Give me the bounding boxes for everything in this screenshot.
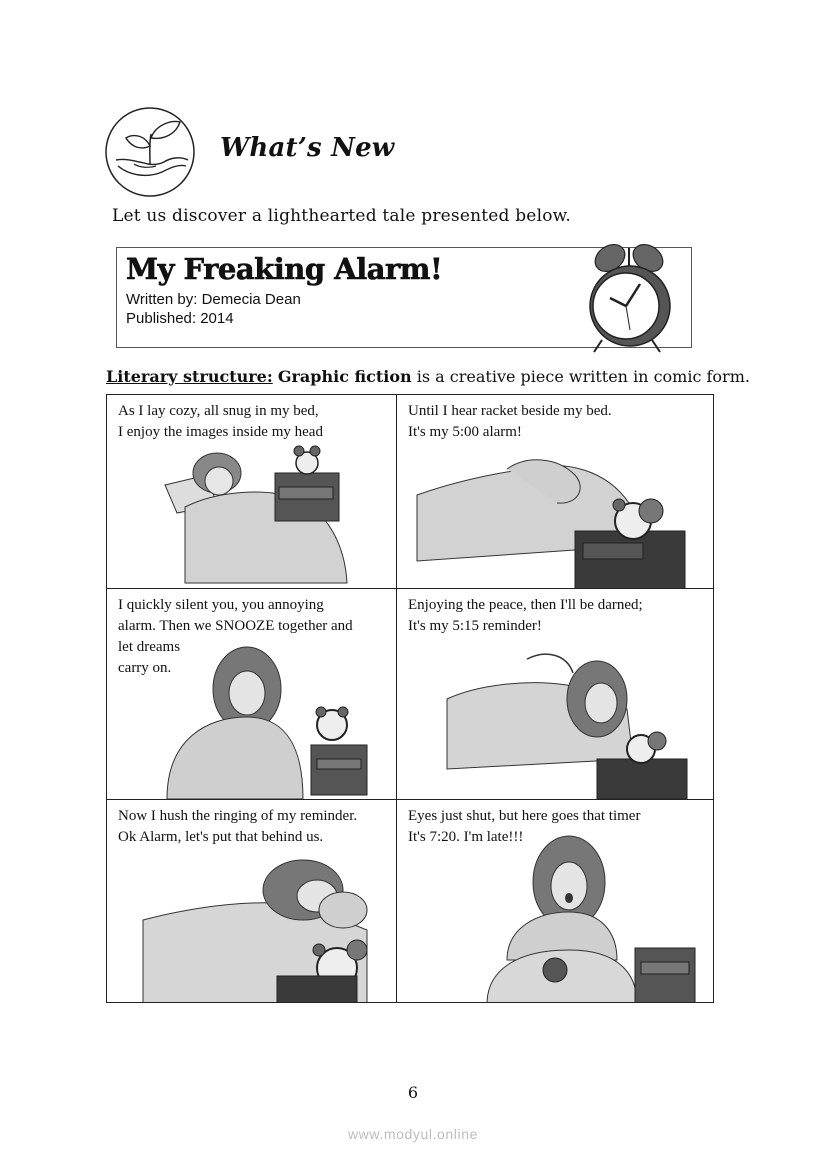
literary-structure-label: Literary structure: <box>106 367 273 386</box>
watermark: www.modyul.online <box>347 1126 479 1142</box>
comic-panel-2 <box>397 395 713 589</box>
comic-panel-3 <box>107 589 397 800</box>
panel-caption: Eyes just shut, but here goes that timer It's 7:20. I'm late!!! <box>408 808 641 845</box>
girl-snoozing-alarm-illustration <box>107 589 397 800</box>
literary-structure-term: Graphic fiction <box>277 367 412 386</box>
section-heading: What’s New <box>220 133 395 163</box>
literary-structure-line <box>106 367 750 386</box>
literary-structure-description: is a creative piece written in comic form. <box>411 367 750 386</box>
girl-late-illustration <box>397 800 713 1002</box>
panel-caption: As I lay cozy, all snug in my bed, I enjoy the images inside my head <box>118 403 323 440</box>
panel-caption: Until I hear racket beside my bed. It's my 5:00 alarm! <box>408 403 612 440</box>
story-author: Written by: Demecia Dean <box>126 291 301 308</box>
comic-panel-6 <box>397 800 713 1002</box>
page-number: 6 <box>407 1083 419 1102</box>
intro-text: Let us discover a lighthearted tale presented below. <box>112 206 571 226</box>
comic-panel-1 <box>107 395 397 589</box>
seedling-in-hand-icon <box>104 106 196 198</box>
alarm-clock-icon <box>580 236 676 356</box>
girl-hushing-alarm-illustration <box>107 800 397 1002</box>
panel-caption: Now I hush the ringing of my reminder. Ok Alarm, let's put that behind us. <box>118 808 358 845</box>
story-title: My Freaking Alarm! <box>126 252 443 286</box>
girl-sleeping-illustration <box>107 395 397 589</box>
alarm-ringing-illustration <box>397 395 713 589</box>
comic-panel-5 <box>107 800 397 1002</box>
panel-caption: Enjoying the peace, then I'll be darned; It's my 5:15 reminder! <box>408 597 643 634</box>
comic-panel-4 <box>397 589 713 800</box>
story-published: Published: 2014 <box>126 310 234 327</box>
girl-waking-illustration <box>397 589 713 800</box>
panel-caption: I quickly silent you, you annoying alarm. Then we SNOOZE together and let dreams carry on. <box>118 597 353 676</box>
comic-grid <box>106 394 714 1003</box>
